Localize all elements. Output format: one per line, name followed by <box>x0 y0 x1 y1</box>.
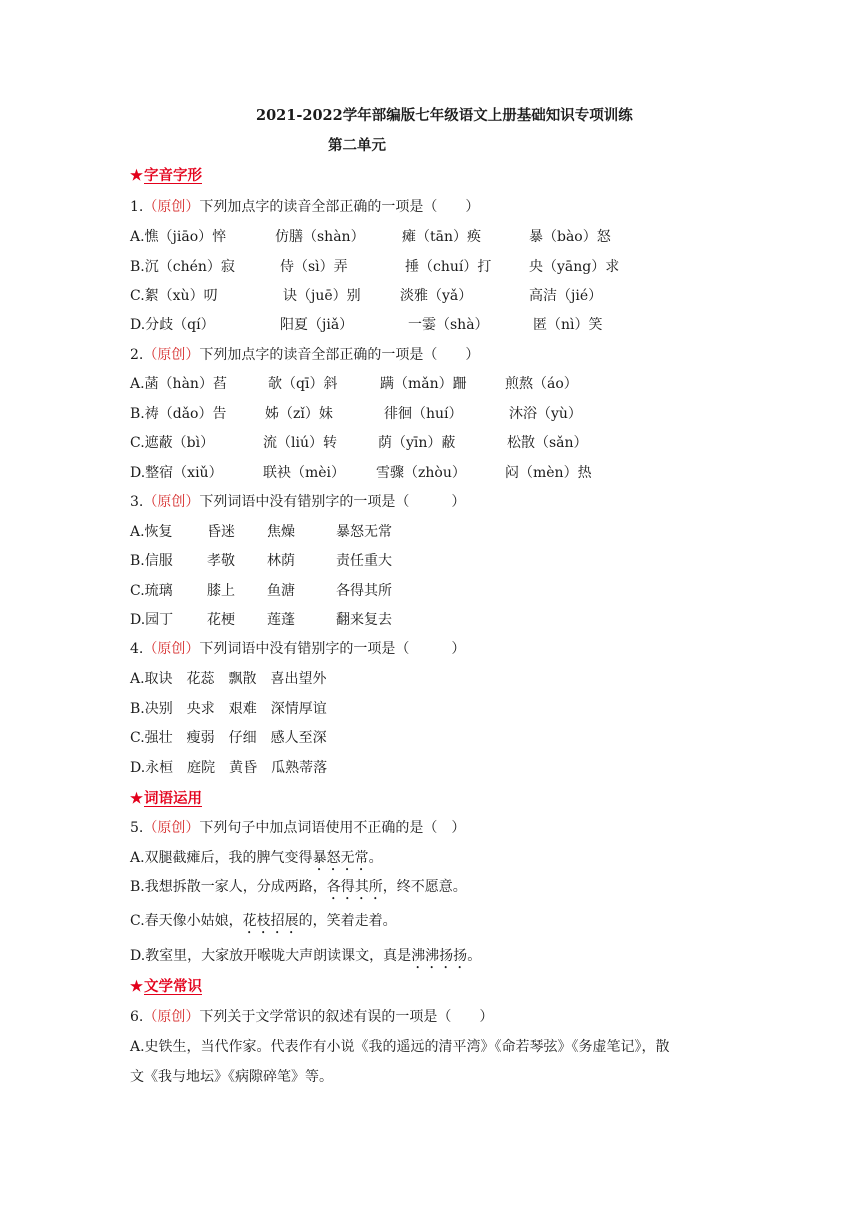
section-heading-word-usage: ★词语运用 <box>130 790 202 807</box>
q3-option-d-2: 花梗 <box>207 612 235 628</box>
original-tag: （原创） <box>143 199 200 215</box>
q4-option-a: A.取诀 花蕊 飘散 喜出望外 <box>130 671 327 687</box>
q1-option-d-4: 匿（nì）笑 <box>533 317 603 333</box>
q1-option-d-3: 一霎（shà） <box>408 317 489 333</box>
star-icon: ★ <box>130 790 143 807</box>
document-title: 2021-2022学年部编版七年级语文上册基础知识专项训练 <box>256 107 633 124</box>
q2-option-c-1: C.遮蔽（bì） <box>130 435 215 451</box>
q1-option-a-1: A.憔（jiāo）悴 <box>130 229 227 245</box>
q3-option-b-1: B.信服 <box>130 553 173 569</box>
q2-option-c-3: 荫（yīn）蔽 <box>378 435 456 451</box>
q1-option-a-2: 仿膳（shàn） <box>275 229 365 245</box>
original-tag: （原创） <box>143 494 200 510</box>
q2-option-a-2: 欹（qī）斜 <box>268 376 338 392</box>
section-heading-literature: ★文学常识 <box>130 978 202 995</box>
q3-option-b-2: 孝敬 <box>207 553 235 569</box>
q3-option-c-4: 各得其所 <box>336 583 392 599</box>
original-tag: （原创） <box>143 347 200 363</box>
q1-option-b-3: 捶（chuí）打 <box>405 259 492 275</box>
q2-option-b-2: 姊（zǐ）妹 <box>265 406 333 422</box>
dotted-phrase: 沸沸扬扬 <box>411 948 468 964</box>
q3-option-d-1: D.园丁 <box>130 612 174 628</box>
q4-option-c: C.强壮 瘦弱 仔细 感人至深 <box>130 730 327 746</box>
q2-option-b-3: 徘徊（huí） <box>384 406 463 422</box>
q1-option-c-4: 高洁（jié） <box>529 288 603 304</box>
q2-option-a-4: 煎熬（áo） <box>505 376 578 392</box>
q3-option-a-2: 昏迷 <box>207 524 235 540</box>
q1-option-b-2: 侍（sì）弄 <box>280 259 348 275</box>
q1-option-c-2: 诀（juē）别 <box>283 288 361 304</box>
q4-option-d: D.永桓 庭院 黄昏 瓜熟蒂落 <box>130 760 328 776</box>
original-tag: （原创） <box>143 1009 200 1025</box>
dotted-phrase: 各得其所 <box>326 879 383 895</box>
q2-option-d-3: 雪骤（zhòu） <box>376 465 466 481</box>
q1-option-d-2: 阳夏（jiǎ） <box>280 317 354 333</box>
q2-option-a-1: A.菡（hàn）萏 <box>130 376 227 392</box>
q5-option-b: B.我想拆散一家人，分成两路，各得其所，终不愿意。 <box>130 879 467 895</box>
question-3: 3.（原创）下列词语中没有错别字的一项是（ ） <box>130 494 466 510</box>
q2-option-d-2: 联袂（mèi） <box>263 465 346 481</box>
q1-option-b-4: 央（yāng）求 <box>529 259 620 275</box>
q5-option-c: C.春天像小姑娘，花枝招展的，笑着走着。 <box>130 913 397 929</box>
q5-option-a: A.双腿截瘫后，我的脾气变得暴怒无常。 <box>130 850 383 866</box>
section-heading-pronunciation: ★字音字形 <box>130 167 202 184</box>
question-5: 5.（原创）下列句子中加点词语使用不正确的是（ ） <box>130 820 466 836</box>
q1-option-b-1: B.沉（chén）寂 <box>130 259 235 275</box>
q2-option-c-4: 松散（sǎn） <box>507 435 588 451</box>
q4-option-b: B.决别 央求 艰难 深情厚谊 <box>130 701 327 717</box>
q3-option-a-4: 暴怒无常 <box>336 524 392 540</box>
q2-option-b-1: B.祷（dǎo）告 <box>130 406 227 422</box>
question-1: 1.（原创）下列加点字的读音全部正确的一项是（ ） <box>130 199 480 215</box>
q2-option-c-2: 流（liú）转 <box>263 435 337 451</box>
original-tag: （原创） <box>143 820 200 836</box>
unit-title: 第二单元 <box>328 137 386 154</box>
q1-option-d-1: D.分歧（qí） <box>130 317 215 333</box>
q3-option-b-3: 林荫 <box>267 553 295 569</box>
q3-option-a-3: 焦燥 <box>267 524 295 540</box>
star-icon: ★ <box>130 167 143 184</box>
q2-option-a-3: 蹒（mǎn）跚 <box>380 376 467 392</box>
q2-option-d-1: D.整宿（xiǔ） <box>130 465 223 481</box>
q3-option-b-4: 责任重大 <box>336 553 392 569</box>
q6-option-a-line-1: A.史铁生，当代作家。代表作有小说《我的遥远的清平湾》《命若琴弦》《务虚笔记》，散 <box>130 1039 670 1055</box>
q1-option-c-3: 淡雅（yǎ） <box>400 288 473 304</box>
dotted-phrase: 花枝招展 <box>242 913 299 929</box>
question-6: 6.（原创）下列关于文学常识的叙述有误的一项是（ ） <box>130 1009 494 1025</box>
question-4: 4.（原创）下列词语中没有错别字的一项是（ ） <box>130 641 466 657</box>
q2-option-b-4: 沐浴（yù） <box>509 406 582 422</box>
q5-option-d: D.教室里，大家放开喉咙大声朗读课文，真是沸沸扬扬。 <box>130 948 482 964</box>
q3-option-c-2: 膝上 <box>207 583 235 599</box>
q3-option-d-4: 翻来复去 <box>336 612 392 628</box>
q3-option-c-1: C.琉璃 <box>130 583 173 599</box>
q2-option-d-4: 闷（mèn）热 <box>505 465 592 481</box>
q1-option-a-3: 瘫（tān）痪 <box>402 229 481 245</box>
dotted-phrase: 暴怒无常 <box>312 850 369 866</box>
original-tag: （原创） <box>143 641 200 657</box>
q1-option-c-1: C.絮（xù）叨 <box>130 288 218 304</box>
q1-option-a-4: 暴（bào）怒 <box>529 229 611 245</box>
q3-option-a-1: A.恢复 <box>130 524 173 540</box>
star-icon: ★ <box>130 978 143 995</box>
question-2: 2.（原创）下列加点字的读音全部正确的一项是（ ） <box>130 347 480 363</box>
q3-option-c-3: 鱼溏 <box>267 583 295 599</box>
q3-option-d-3: 莲蓬 <box>267 612 295 628</box>
q6-option-a-line-2: 文《我与地坛》《病隙碎笔》等。 <box>130 1069 333 1085</box>
